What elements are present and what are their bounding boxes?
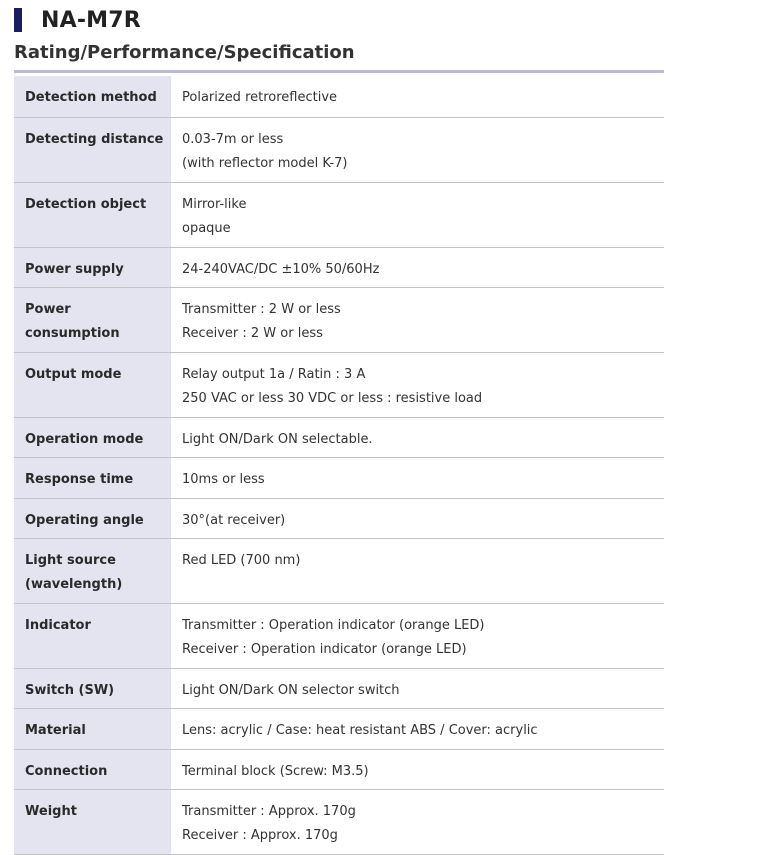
spec-table-body — [14, 76, 664, 854]
spec-row — [14, 417, 664, 457]
spec-value — [171, 668, 664, 708]
spec-row — [14, 287, 664, 352]
spec-label-line: Indicator — [25, 617, 91, 633]
spec-value — [171, 749, 664, 789]
spec-label-line: Material — [25, 722, 86, 738]
spec-value — [171, 417, 664, 457]
spec-label-line: Operation mode — [25, 431, 144, 447]
spec-label-line: consumption — [25, 325, 120, 341]
spec-value-line: Polarized retroreflective — [182, 90, 338, 105]
spec-label — [14, 749, 171, 789]
spec-label — [14, 182, 171, 247]
spec-label — [14, 708, 171, 749]
spec-label-line: Connection — [25, 763, 108, 779]
spec-value — [171, 247, 664, 287]
spec-value-line: 250 VAC or less 30 VDC or less : resistive load — [182, 390, 483, 406]
spec-label — [14, 117, 171, 182]
spec-value-line: Relay output 1a / Ratin : 3 A — [182, 366, 366, 382]
spec-value — [171, 538, 664, 603]
spec-value-line: Mirror-like — [182, 196, 247, 212]
spec-label — [14, 352, 171, 417]
spec-label — [14, 498, 171, 538]
spec-value-line: Receiver : Approx. 170g — [182, 827, 338, 843]
spec-label-line: Response time — [25, 471, 134, 487]
spec-label — [14, 789, 171, 854]
spec-value-line: Receiver : 2 W or less — [182, 325, 323, 341]
spec-row — [14, 457, 664, 498]
spec-label-line: (wavelength) — [25, 576, 123, 592]
spec-value-line: Red LED (700 nm) — [182, 552, 301, 568]
spec-value-line: Light ON/Dark ON selector switch — [182, 682, 400, 698]
spec-row — [14, 708, 664, 749]
spec-value-line: opaque — [182, 220, 231, 236]
spec-value — [171, 457, 664, 498]
spec-label — [14, 668, 171, 708]
spec-row — [14, 182, 664, 247]
spec-label — [14, 287, 171, 352]
spec-value-line: Light ON/Dark ON selectable. — [182, 431, 373, 447]
spec-value-line: Transmitter : 2 W or less — [182, 301, 341, 317]
spec-label-line: Operating angle — [25, 512, 144, 528]
section-title: Rating/Performance/Specification — [14, 41, 664, 73]
spec-value-line: Transmitter : Approx. 170g — [182, 803, 356, 819]
spec-value-line: 24-240VAC/DC ±10% 50/60Hz — [182, 261, 380, 277]
spec-value-line: Lens: acrylic / Case: heat resistant ABS / Cover: acrylic — [182, 722, 538, 738]
spec-label — [14, 603, 171, 668]
model-title: NA-M7R — [41, 7, 141, 33]
spec-value — [171, 789, 664, 854]
spec-row — [14, 76, 664, 117]
spec-label-line: Detecting distance — [25, 131, 164, 147]
spec-row — [14, 749, 664, 789]
spec-row — [14, 247, 664, 287]
spec-row — [14, 352, 664, 417]
spec-label-line: Detection object — [25, 196, 147, 212]
spec-value — [171, 708, 664, 749]
spec-label-line: Weight — [25, 803, 77, 819]
spec-row — [14, 789, 664, 854]
spec-label-line: Light source — [25, 552, 116, 568]
spec-value-line: Transmitter : Operation indicator (orange LED) — [182, 617, 485, 633]
spec-value — [171, 498, 664, 538]
spec-row — [14, 668, 664, 708]
spec-label-line: Detection method — [25, 90, 157, 105]
spec-table — [14, 76, 664, 855]
spec-label — [14, 247, 171, 287]
spec-value-line: 10ms or less — [182, 471, 265, 487]
spec-row — [14, 498, 664, 538]
spec-row — [14, 117, 664, 182]
spec-label-line: Power supply — [25, 261, 124, 277]
spec-value-line: 0.03-7m or less — [182, 131, 284, 147]
spec-value-line: Receiver : Operation indicator (orange LED) — [182, 641, 467, 657]
spec-value — [171, 603, 664, 668]
spec-value-line: Terminal block (Screw: M3.5) — [182, 763, 369, 779]
spec-value-line: (with reflector model K-7) — [182, 155, 348, 171]
spec-value-line: 30°(at receiver) — [182, 512, 286, 528]
spec-value — [171, 287, 664, 352]
spec-label-line: Switch (SW) — [25, 682, 115, 698]
spec-value — [171, 76, 664, 117]
model-header — [14, 6, 141, 34]
spec-value — [171, 182, 664, 247]
spec-row — [14, 538, 664, 603]
spec-row — [14, 603, 664, 668]
spec-label-line: Power — [25, 301, 71, 317]
heading-accent-bar — [14, 8, 22, 32]
spec-label — [14, 457, 171, 498]
spec-label — [14, 76, 171, 117]
spec-label — [14, 538, 171, 603]
spec-label-line: Output mode — [25, 366, 122, 382]
spec-value — [171, 352, 664, 417]
spec-value — [171, 117, 664, 182]
spec-label — [14, 417, 171, 457]
